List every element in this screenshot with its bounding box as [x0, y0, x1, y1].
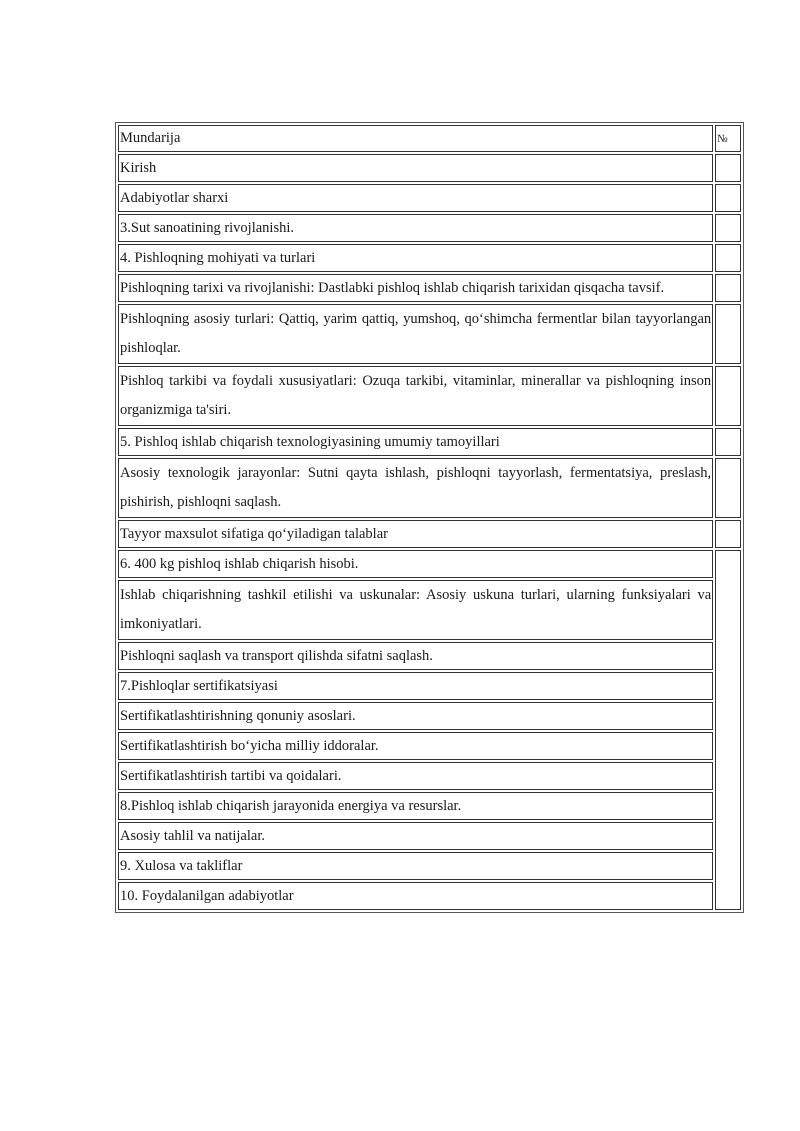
toc-row-text: Pishloqning tarixi va rivojlanishi: Dastlabki pishloq ishlab chiqarish tarixidan qisqacha tavsif. — [118, 274, 713, 302]
toc-row-number — [715, 274, 741, 302]
toc-row-text: Asosiy texnologik jarayonlar: Sutni qayta ishlash, pishloqni tayyorlash, fermentatsiya, preslash, pishirish, pishloqni saqlash. — [118, 458, 713, 518]
toc-row — [118, 702, 741, 730]
table-of-contents — [115, 122, 744, 913]
toc-row-text: 5. Pishloq ishlab chiqarish texnologiyasining umumiy tamoyillari — [118, 428, 713, 456]
toc-row-number — [715, 214, 741, 242]
toc-row-text: Kirish — [118, 154, 713, 182]
toc-row — [118, 852, 741, 880]
toc-row — [118, 520, 741, 548]
toc-row — [118, 274, 741, 302]
toc-row-text: Sertifikatlashtirish bo‘yicha milliy iddoralar. — [118, 732, 713, 760]
toc-row-text: 3.Sut sanoatining rivojlanishi. — [118, 214, 713, 242]
toc-row-text: 4. Pishloqning mohiyati va turlari — [118, 244, 713, 272]
toc-row — [118, 458, 741, 518]
toc-row-number — [715, 428, 741, 456]
toc-row — [118, 642, 741, 670]
toc-row — [118, 672, 741, 700]
toc-row — [118, 428, 741, 456]
toc-row-text: Pishloqning asosiy turlari: Qattiq, yarim qattiq, yumshoq, qo‘shimcha fermentlar bilan tayyorlangan pishloqlar. — [118, 304, 713, 364]
toc-row-text: Asosiy tahlil va natijalar. — [118, 822, 713, 850]
toc-row-text: Tayyor maxsulot sifatiga qo‘yiladigan talablar — [118, 520, 713, 548]
toc-row — [118, 550, 741, 578]
toc-row-number — [715, 184, 741, 212]
toc-row — [118, 580, 741, 640]
toc-row-text: 9. Xulosa va takliflar — [118, 852, 713, 880]
toc-row-text: 6. 400 kg pishloq ishlab chiqarish hisobi. — [118, 550, 713, 578]
toc-number-column-merged — [715, 550, 741, 910]
toc-header-title: Mundarija — [118, 125, 713, 152]
toc-row-number — [715, 154, 741, 182]
toc-row-text: Sertifikatlashtirishning qonuniy asoslari. — [118, 702, 713, 730]
toc-row — [118, 244, 741, 272]
toc-row — [118, 792, 741, 820]
toc-row-number — [715, 458, 741, 518]
toc-row — [118, 762, 741, 790]
toc-header-number: № — [715, 125, 741, 152]
toc-row-text: Adabiyotlar sharxi — [118, 184, 713, 212]
toc-header-row — [118, 125, 741, 152]
toc-row — [118, 184, 741, 212]
toc-row-text: 10. Foydalanilgan adabiyotlar — [118, 882, 713, 910]
toc-row-number — [715, 304, 741, 364]
toc-row-text: 7.Pishloqlar sertifikatsiyasi — [118, 672, 713, 700]
toc-row-text: Pishloq tarkibi va foydali xususiyatlari: Ozuqa tarkibi, vitaminlar, minerallar va pishloqning inson organizmiga ta'siri. — [118, 366, 713, 426]
toc-row-number — [715, 520, 741, 548]
toc-row-text: Sertifikatlashtirish tartibi va qoidalari. — [118, 762, 713, 790]
toc-row — [118, 732, 741, 760]
toc-row-text: Pishloqni saqlash va transport qilishda sifatni saqlash. — [118, 642, 713, 670]
toc-row — [118, 304, 741, 364]
toc-row-text: Ishlab chiqarishning tashkil etilishi va uskunalar: Asosiy uskuna turlari, ularning funksiyalari va imkoniyatlari. — [118, 580, 713, 640]
toc-row — [118, 154, 741, 182]
toc-row-number — [715, 244, 741, 272]
toc-row-number — [715, 366, 741, 426]
toc-row — [118, 366, 741, 426]
toc-row — [118, 214, 741, 242]
toc-row — [118, 822, 741, 850]
toc-row-text: 8.Pishloq ishlab chiqarish jarayonida energiya va resurslar. — [118, 792, 713, 820]
toc-row — [118, 882, 741, 910]
